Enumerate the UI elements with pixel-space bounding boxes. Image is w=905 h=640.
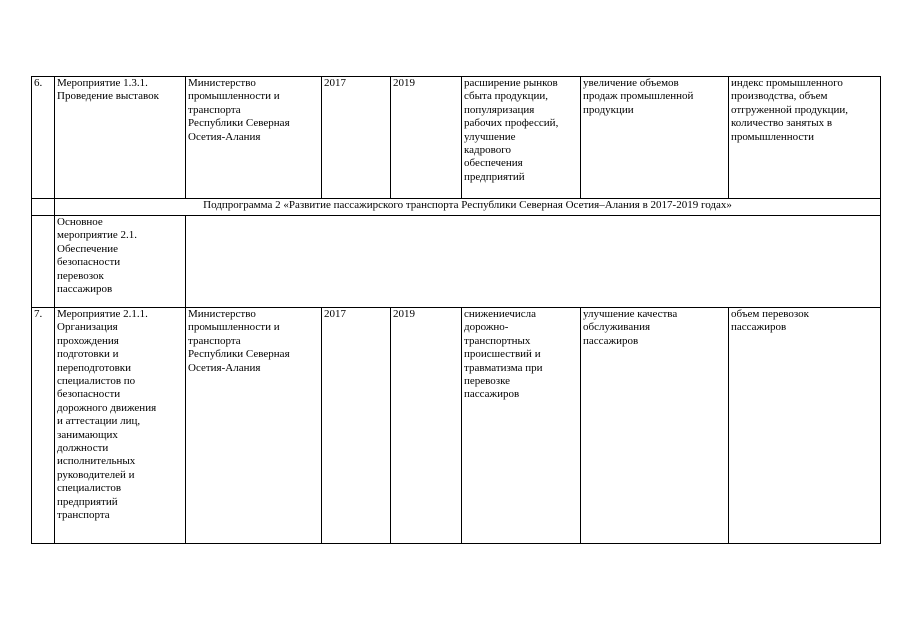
start-year-cell: 2017 bbox=[322, 77, 391, 199]
empty-number-cell bbox=[32, 199, 55, 216]
empty-merged-cell bbox=[186, 216, 881, 308]
start-year-cell: 2017 bbox=[322, 308, 391, 544]
subprogram-header-row bbox=[32, 199, 881, 216]
empty-number-cell bbox=[32, 216, 55, 308]
measure-cell: Мероприятие 2.1.1. Организация прохождения подготовки и переподготовки специалистов по безопасности дорожного движения и аттестации лиц, занимающих должности исполнительных руководителей и специалистов предприятий транспорта bbox=[55, 308, 186, 544]
executor-cell: Министерство промышленности и транспорта Республики Северная Осетия-Алания bbox=[186, 77, 322, 199]
subprogram-header: Подпрограмма 2 «Развитие пассажирского транспорта Республики Северная Осетия–Алания в 2017-2019 годах» bbox=[55, 199, 881, 216]
expected-result-cell: снижениечисла дорожно- транспортных происшествий и травматизма при перевозке пассажиров bbox=[462, 308, 581, 544]
program-measures-table bbox=[31, 76, 881, 544]
expected-result-cell: расширение рынков сбыта продукции, популяризация рабочих профессий, улучшение кадрового обеспечения предприятий bbox=[462, 77, 581, 199]
executor-cell: Министерство промышленности и транспорта Республики Северная Осетия-Алания bbox=[186, 308, 322, 544]
row-number-cell: 7. bbox=[32, 308, 55, 544]
main-measure-cell: Основное мероприятие 2.1. Обеспечение безопасности перевозок пассажиров bbox=[55, 216, 186, 308]
table-row bbox=[32, 77, 881, 199]
target-indicator-cell: объем перевозок пассажиров bbox=[729, 308, 881, 544]
target-indicator-cell: индекс промышленного производства, объем отгруженной продукции, количество занятых в промышленности bbox=[729, 77, 881, 199]
end-year-cell: 2019 bbox=[391, 308, 462, 544]
row-number-cell: 6. bbox=[32, 77, 55, 199]
main-measure-row bbox=[32, 216, 881, 308]
end-year-cell: 2019 bbox=[391, 77, 462, 199]
measure-cell: Мероприятие 1.3.1. Проведение выставок bbox=[55, 77, 186, 199]
expected-effect-cell: увеличение объемов продаж промышленной продукции bbox=[581, 77, 729, 199]
table-row bbox=[32, 308, 881, 544]
expected-effect-cell: улучшение качества обслуживания пассажиров bbox=[581, 308, 729, 544]
